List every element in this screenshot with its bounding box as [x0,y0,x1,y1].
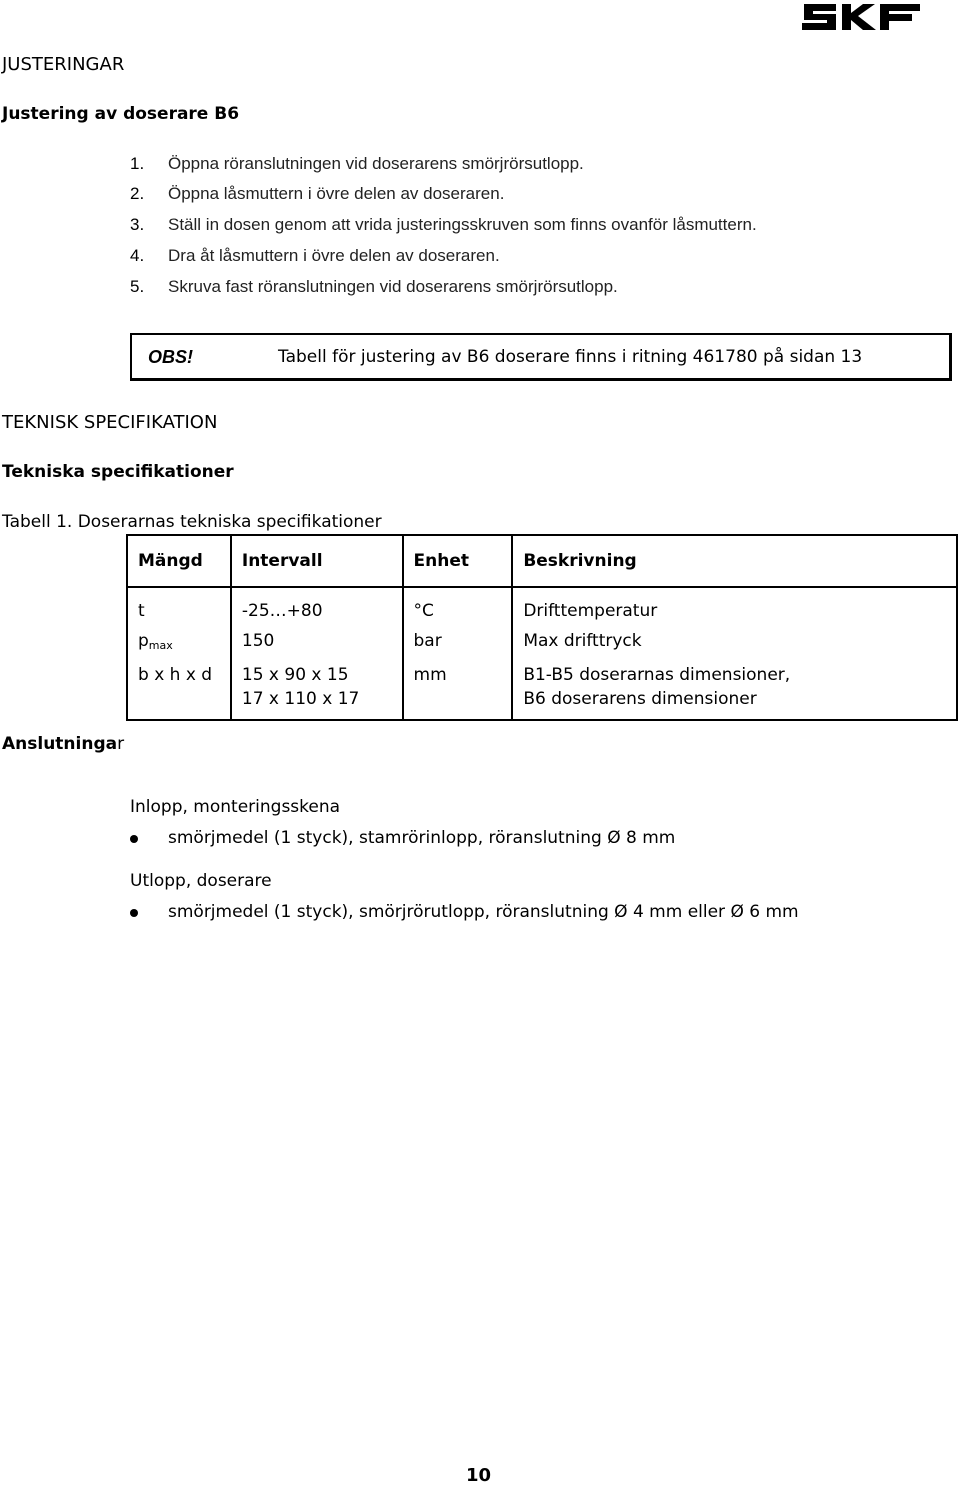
note-label: OBS! [148,347,193,367]
column-header: Intervall [231,535,403,587]
step-text: Öppna låsmuttern i övre delen av doseraren. [168,184,505,203]
column-header: Enhet [403,535,513,587]
range-line: 15 x 90 x 15 [241,665,349,685]
outlet-title: Utlopp, doserare [130,871,272,891]
outlet-bullet-text: smörjmedel (1 styck), smörjrörutlopp, röranslutning Ø 4 mm eller Ø 6 mm [168,902,799,922]
list-item [0,246,960,270]
table-cell: mm [403,661,513,720]
desc-line: B1-B5 doserarnas dimensioner, [523,665,791,685]
desc-line: B6 doserarens dimensioner [523,689,757,709]
subheading-tekniska-specifikationer: Tekniska specifikationer [2,462,234,482]
table-cell: bar [403,626,513,661]
bullet-icon [130,909,138,917]
section-heading-anslutningar [2,734,124,754]
step-number: 2. [130,184,145,203]
list-item [0,154,960,178]
bullet-icon [130,835,138,843]
table-row [127,626,957,661]
table-cell [231,661,403,720]
inlet-title: Inlopp, monteringsskena [130,797,341,817]
column-header: Beskrivning [512,535,957,587]
step-text: Öppna röranslutningen vid doserarens smörjrörsutlopp. [168,154,584,173]
table-cell: -25…+80 [231,587,403,626]
list-item [0,215,960,239]
column-header: Mängd [127,535,231,587]
table-row [127,661,957,720]
table-cell: 150 [231,626,403,661]
step-text: Ställ in dosen genom att vrida justeringsskruven som finns ovanför låsmuttern. [168,215,757,234]
page-number: 10 [466,1465,492,1486]
range-line: 17 x 110 x 17 [241,689,360,709]
table-caption: Tabell 1. Doserarnas tekniska specifikationer [2,512,382,532]
table-row [127,587,957,626]
list-item [0,277,960,301]
heading-text: Anslutninga [2,734,118,754]
table-header-row [127,535,957,587]
table-cell [512,661,957,720]
section-heading-justeringar: JUSTERINGAR [2,54,125,75]
table-cell [127,587,231,626]
note-box [130,333,952,381]
section-heading-teknisk-specifikation: TEKNISK SPECIFIKATION [2,412,218,433]
quantity-subscript: max [148,639,173,652]
table-cell: Drifttemperatur [512,587,957,626]
step-text: Dra åt låsmuttern i övre delen av doseraren. [168,246,500,265]
quantity-symbol: p [138,631,149,651]
step-number: 5. [130,277,145,296]
inlet-bullet-text: smörjmedel (1 styck), stamrörinlopp, röranslutning Ø 8 mm [168,828,676,848]
table-cell: b x h x d [127,661,231,720]
step-number: 4. [130,246,145,265]
step-text: Skruva fast röranslutningen vid doserarens smörjrörsutlopp. [168,277,618,296]
table-cell: Max drifttryck [512,626,957,661]
step-number: 3. [130,215,145,234]
quantity-symbol: t [138,601,145,621]
spec-table [126,534,958,721]
step-number: 1. [130,154,145,173]
note-text: Tabell för justering av B6 doserare finns i ritning 461780 på sidan 13 [278,347,863,367]
subheading-justering-b6: Justering av doserare B6 [2,104,240,124]
heading-text-tail: r [117,734,125,754]
skf-logo [800,0,922,34]
list-item [0,184,960,208]
table-cell [127,626,231,661]
skf-logo-graphic [800,0,922,34]
table-cell: °C [403,587,513,626]
